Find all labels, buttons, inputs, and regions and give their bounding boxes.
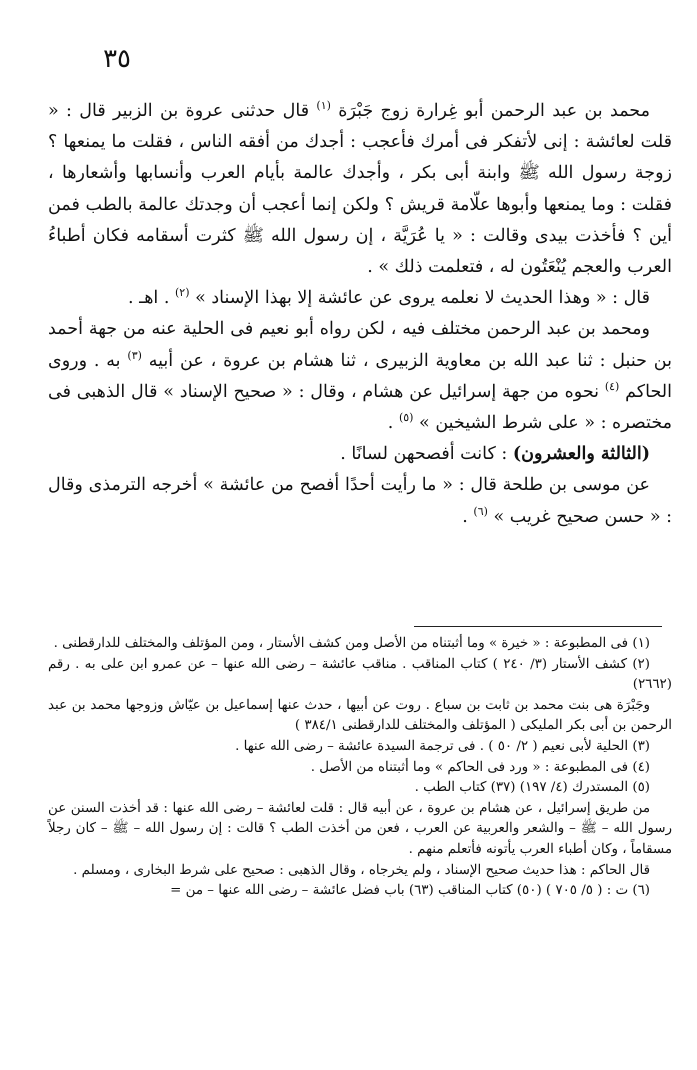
footnote-ref-4: (٤): [604, 380, 620, 393]
paragraph-4: [48, 470, 672, 532]
section-heading: [48, 439, 672, 470]
paragraph-3: [48, 314, 672, 439]
paragraph-2: [48, 283, 672, 314]
footnote-5-detail: من طريق إسرائيل ، عن هشام بن عروة ، عن أبيه قال : قلت لعائشة – رضى الله عنها : قد أخذت السنن عن رسول الله – ﷺ – والشعر والعربية عن العرب ، فعن من أخذت الطب ؟ قالت : إن رسول الله – ﷺ – كان رجلاً مسقاماً ، وكان أطباء العرب يأتونه فأتعلم منهم .: [48, 800, 672, 857]
paragraph-text: .: [462, 506, 468, 527]
paragraph-text: به . وروى الحاكم: [48, 350, 672, 402]
footnotes: [48, 634, 672, 902]
paragraph-text: عن موسى بن طلحة قال : « ما رأيت أحدًا أفصح من عائشة » أخرجه الترمذى وقال : « حسن صحيح غريب »: [48, 475, 672, 527]
page-number: ٣٥: [103, 44, 131, 74]
paragraph-1: [48, 96, 672, 283]
paragraph-text: نحوه من جهة إسرائيل عن هشام ، وقال : « صحيح الإسناد » قال الذهبى فى مختصره : « على شرط الشيخين »: [48, 381, 672, 434]
footnote-3: (٣) الحلية لأبى نعيم ( ٢/ ٥٠ ) . فى ترجمة السيدة عائشة – رضى الله عنها .: [235, 738, 650, 754]
footnote-ref-3: (٣): [127, 348, 142, 362]
footnote-5: (٥) المستدرك (٤/ ١٩٧) (٣٧) كتاب الطب .: [414, 780, 650, 796]
paragraph-text: : كانت أفصحهن لسانًا .: [340, 444, 508, 465]
paragraph-text: ومحمد بن عبد الرحمن مختلف فيه ، لكن رواه أبو نعيم فى الحلية عنه من جهة أحمد بن حنبل : ثنا عبد الله بن معاوية الزبيرى ، ثنا هشام بن عروة ، عن أبيه: [48, 319, 672, 371]
footnote-ref-5: (٥): [398, 411, 414, 425]
footnote-2: (٢) كشف الأستار (٣/ ٢٤٠ ) كتاب المناقب . مناقب عائشة – رضى الله عنها – عن عمرو ابن على به . رقم (٢٦٦٢): [48, 656, 672, 693]
footnote-ref-6: (٦): [473, 504, 488, 518]
footnote-4: (٤) فى المطبوعة : « ورد فى الحاكم » وما أثبتناه من الأصل .: [310, 759, 650, 775]
paragraph-text: . اهـ .: [127, 288, 170, 309]
footnote-ref-2: (٢): [175, 286, 190, 300]
footnote-1: (١) فى المطبوعة : « خيرة » وما أثبتناه من الأصل ومن كشف الأستار ، ومن المؤتلف والمختلف للدارقطنى .: [53, 636, 650, 651]
footnote-6: (٦) ت : ( ٥/ ٧٠٥ ) (٥٠) كتاب المناقب (٦٣) باب فضل عائشة – رضى الله عنها – من =: [170, 883, 650, 899]
paragraph-text: محمد بن عبد الرحمن أبو غِرارة زوج جَبْرَة: [338, 101, 650, 121]
paragraph-text: قال حدثنى عروة بن الزبير قال : « قلت لعائشة : إنى لأتفكر فى أمرك فأعجب : أجدك من أفقه الناس ، فقلت ما يمنعها ؟ زوجة رسول الله ﷺ وابنة أبى بكر ، وأجدك عالمة بأيام العرب وأنسابها وأشعارها ، فقلت : وما يمنعها وأبوها علّامة قريش ؟ ولكن إنما أعجب أن وجدتك عالمة بالطب فمن أين ؟ فأخذت بيدى وقالت : « يا عُرَيَّة ، إن رسول الله ﷺ كثرت أسقامه فكان أطباءُ العرب والعجم يُنْعَتُون له ، فتعلمت ذلك » .: [48, 101, 672, 278]
section-heading-label: (الثالثة والعشرون): [512, 444, 650, 465]
paragraph-text: قال : « وهذا الحديث لا نعلمه يروى عن عائشة إلا بهذا الإسناد »: [195, 288, 650, 309]
footnote-5-hakim: قال الحاكم : هذا حديث صحيح الإسناد ، ولم يخرجاه ، وقال الذهبى : صحيح على شرط البخارى ، ومسلم .: [73, 862, 650, 878]
main-text: [48, 96, 672, 533]
footnote-ref-1: (١): [316, 99, 331, 113]
footnote-2-continued: وجَبْرَة هى بنت محمد بن ثابت بن سباع . روت عن أبيها ، حدث عنها إسماعيل بن عيّاش وزوجها محمد بن عبد الرحمن بن أبى بكر المليكى ( المؤتلف والمختلف للدارقطنى ٣٨٤/١ ): [48, 697, 672, 734]
footnote-divider: [414, 626, 662, 627]
paragraph-text: .: [387, 413, 394, 434]
